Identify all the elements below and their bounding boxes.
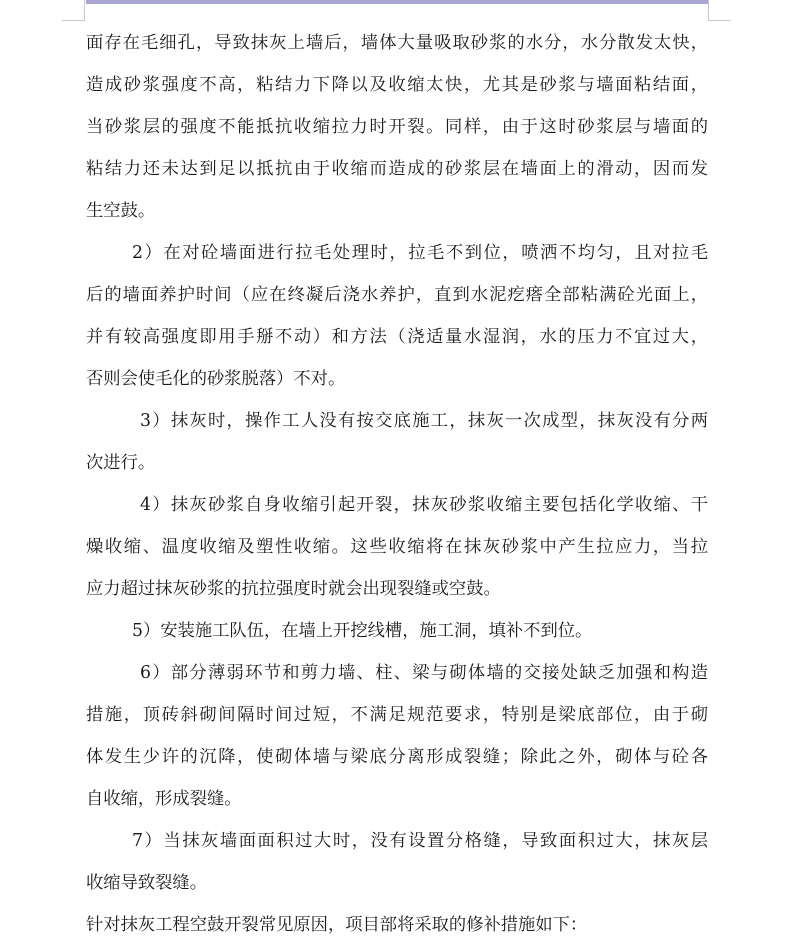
page-corner-mark-left	[62, 0, 85, 21]
text-line: 4）抹灰砂浆自身收缩引起开裂，抹灰砂浆收缩主要包括化学收缩、干	[140, 495, 708, 515]
page-corner-mark-right	[708, 0, 731, 21]
text-line: 5）安装施工队伍，在墙上开挖线槽，施工洞，填补不到位。	[132, 621, 593, 641]
text-line: 当砂浆层的强度不能抵抗收缩拉力时开裂。同样，由于这时砂浆层与墙面的	[86, 117, 708, 137]
text-line: 后的墙面养护时间（应在终凝后浇水养护，直到水泥疙瘩全部粘满砼光面上，	[86, 285, 708, 305]
text-line: 燥收缩、温度收缩及塑性收缩。这些收缩将在抹灰砂浆中产生拉应力，当拉	[86, 537, 708, 557]
text-line: 收缩导致裂缝。	[86, 873, 207, 893]
text-line: 次进行。	[86, 453, 156, 473]
text-line: 否则会使毛化的砂浆脱落）不对。	[86, 369, 346, 389]
text-line: 7）当抹灰墙面面积过大时，没有设置分格缝，导致面积过大，抹灰层	[132, 831, 708, 851]
text-line: 2）在对砼墙面进行拉毛处理时，拉毛不到位，喷洒不均匀，且对拉毛	[132, 243, 708, 263]
text-line: 自收缩，形成裂缝。	[86, 789, 242, 809]
page-top-border	[86, 0, 708, 4]
document-body	[86, 22, 708, 946]
text-line: 6）部分薄弱环节和剪力墙、柱、梁与砌体墙的交接处缺乏加强和构造	[140, 663, 708, 683]
text-line: 面存在毛细孔，导致抹灰上墙后，墙体大量吸取砂浆的水分，水分散发太快，	[86, 33, 708, 53]
text-line: 措施，顶砖斜砌间隔时间过短，不满足规范要求，特别是梁底部位，由于砌	[86, 705, 708, 725]
text-line: 针对抹灰工程空鼓开裂常见原因，项目部将采取的修补措施如下：	[86, 915, 588, 935]
text-line: 并有较高强度即用手掰不动）和方法（浇适量水湿润，水的压力不宜过大，	[86, 327, 708, 347]
text-line: 应力超过抹灰砂浆的抗拉强度时就会出现裂缝或空鼓。	[86, 579, 501, 599]
text-line: 生空鼓。	[86, 201, 156, 221]
text-line: 粘结力还未达到足以抵抗由于收缩而造成的砂浆层在墙面上的滑动，因而发	[86, 159, 708, 179]
text-line: 3）抹灰时，操作工人没有按交底施工，抹灰一次成型，抹灰没有分两	[140, 411, 708, 431]
text-line: 造成砂浆强度不高，粘结力下降以及收缩太快，尤其是砂浆与墙面粘结面，	[86, 75, 708, 95]
text-line: 体发生少许的沉降，使砌体墙与梁底分离形成裂缝；除此之外，砌体与砼各	[86, 747, 708, 767]
